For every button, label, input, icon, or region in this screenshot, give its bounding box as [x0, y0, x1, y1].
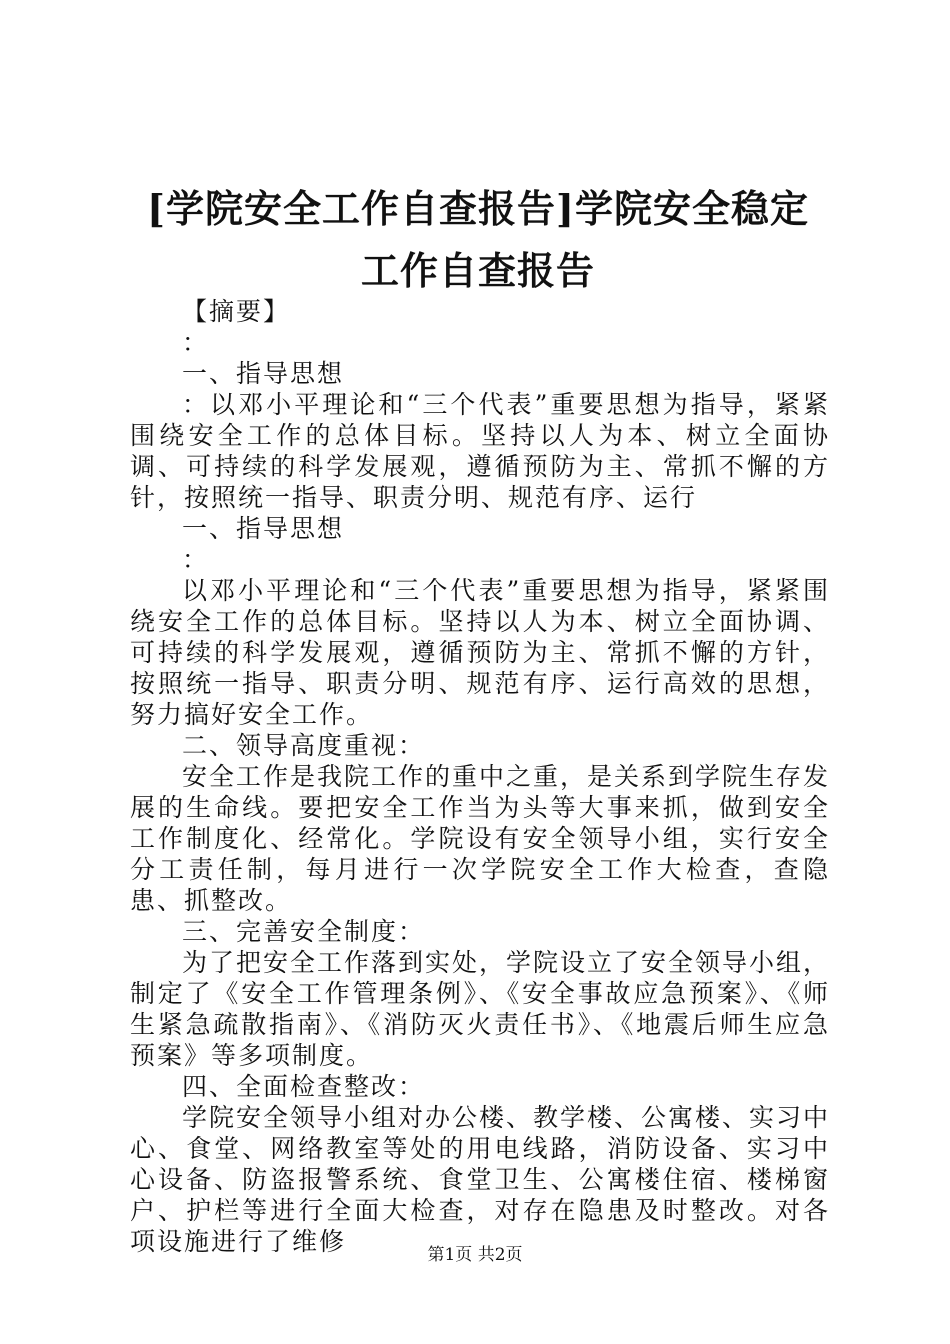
document-body: [130, 296, 830, 1257]
paragraph: ：以邓小平理论和“三个代表”重要思想为指导，紧紧围绕安全工作的总体目标。坚持以人为本、树立全面协调、可持续的科学发展观，遵循预防为主、常抓不懈的方针，按照统一指导、职责分明、规范有序、运行: [130, 390, 830, 512]
paragraph: 安全工作是我院工作的重中之重，是关系到学院生存发展的生命线。要把安全工作当为头等大事来抓，做到安全工作制度化、经常化。学院设有安全领导小组，实行安全分工责任制，每月进行一次学院安全工作大检查，查隐患、抓整改。: [130, 762, 831, 915]
document-title: [学院安全工作自查报告]学院安全稳定工作自查报告: [147, 186, 809, 293]
paragraph: 学院安全领导小组对办公楼、教学楼、公寓楼、实习中心、食堂、网络教室等处的用电线路，消防设备、实习中心设备、防盗报警系统、食堂卫生、公寓楼住宿、楼梯窗户、护栏等进行全面大检查，对存在隐患及时整改。对各项设施进行了维修: [130, 1103, 831, 1256]
paragraph: ：: [182, 328, 210, 357]
page-footer: 第1页 共2页: [427, 1245, 523, 1265]
section-heading: 一、指导思想: [182, 514, 345, 543]
paragraph: 以邓小平理论和“三个代表”重要思想为指导，紧紧围绕安全工作的总体目标。坚持以人为本、树立全面协调、可持续的科学发展观，遵循预防为主、常抓不懈的方针，按照统一指导、职责分明、规范有序、运行高效的思想，努力搞好安全工作。: [130, 576, 830, 729]
section-heading: 一、指导思想: [182, 359, 345, 388]
section-heading: 三、完善安全制度：: [182, 917, 426, 946]
section-heading: 二、领导高度重视：: [182, 731, 426, 760]
section-heading: 四、全面检查整改：: [182, 1072, 426, 1101]
paragraph-abstract-label: 【摘要】: [182, 297, 291, 326]
paragraph: 为了把安全工作落到实处，学院设立了安全领导小组，制定了《安全工作管理条例》、《安全事故应急预案》、《师生紧急疏散指南》、《消防灭火责任书》、《地震后师生应急预案》等多项制度。: [130, 948, 831, 1070]
paragraph: ：: [182, 545, 210, 574]
